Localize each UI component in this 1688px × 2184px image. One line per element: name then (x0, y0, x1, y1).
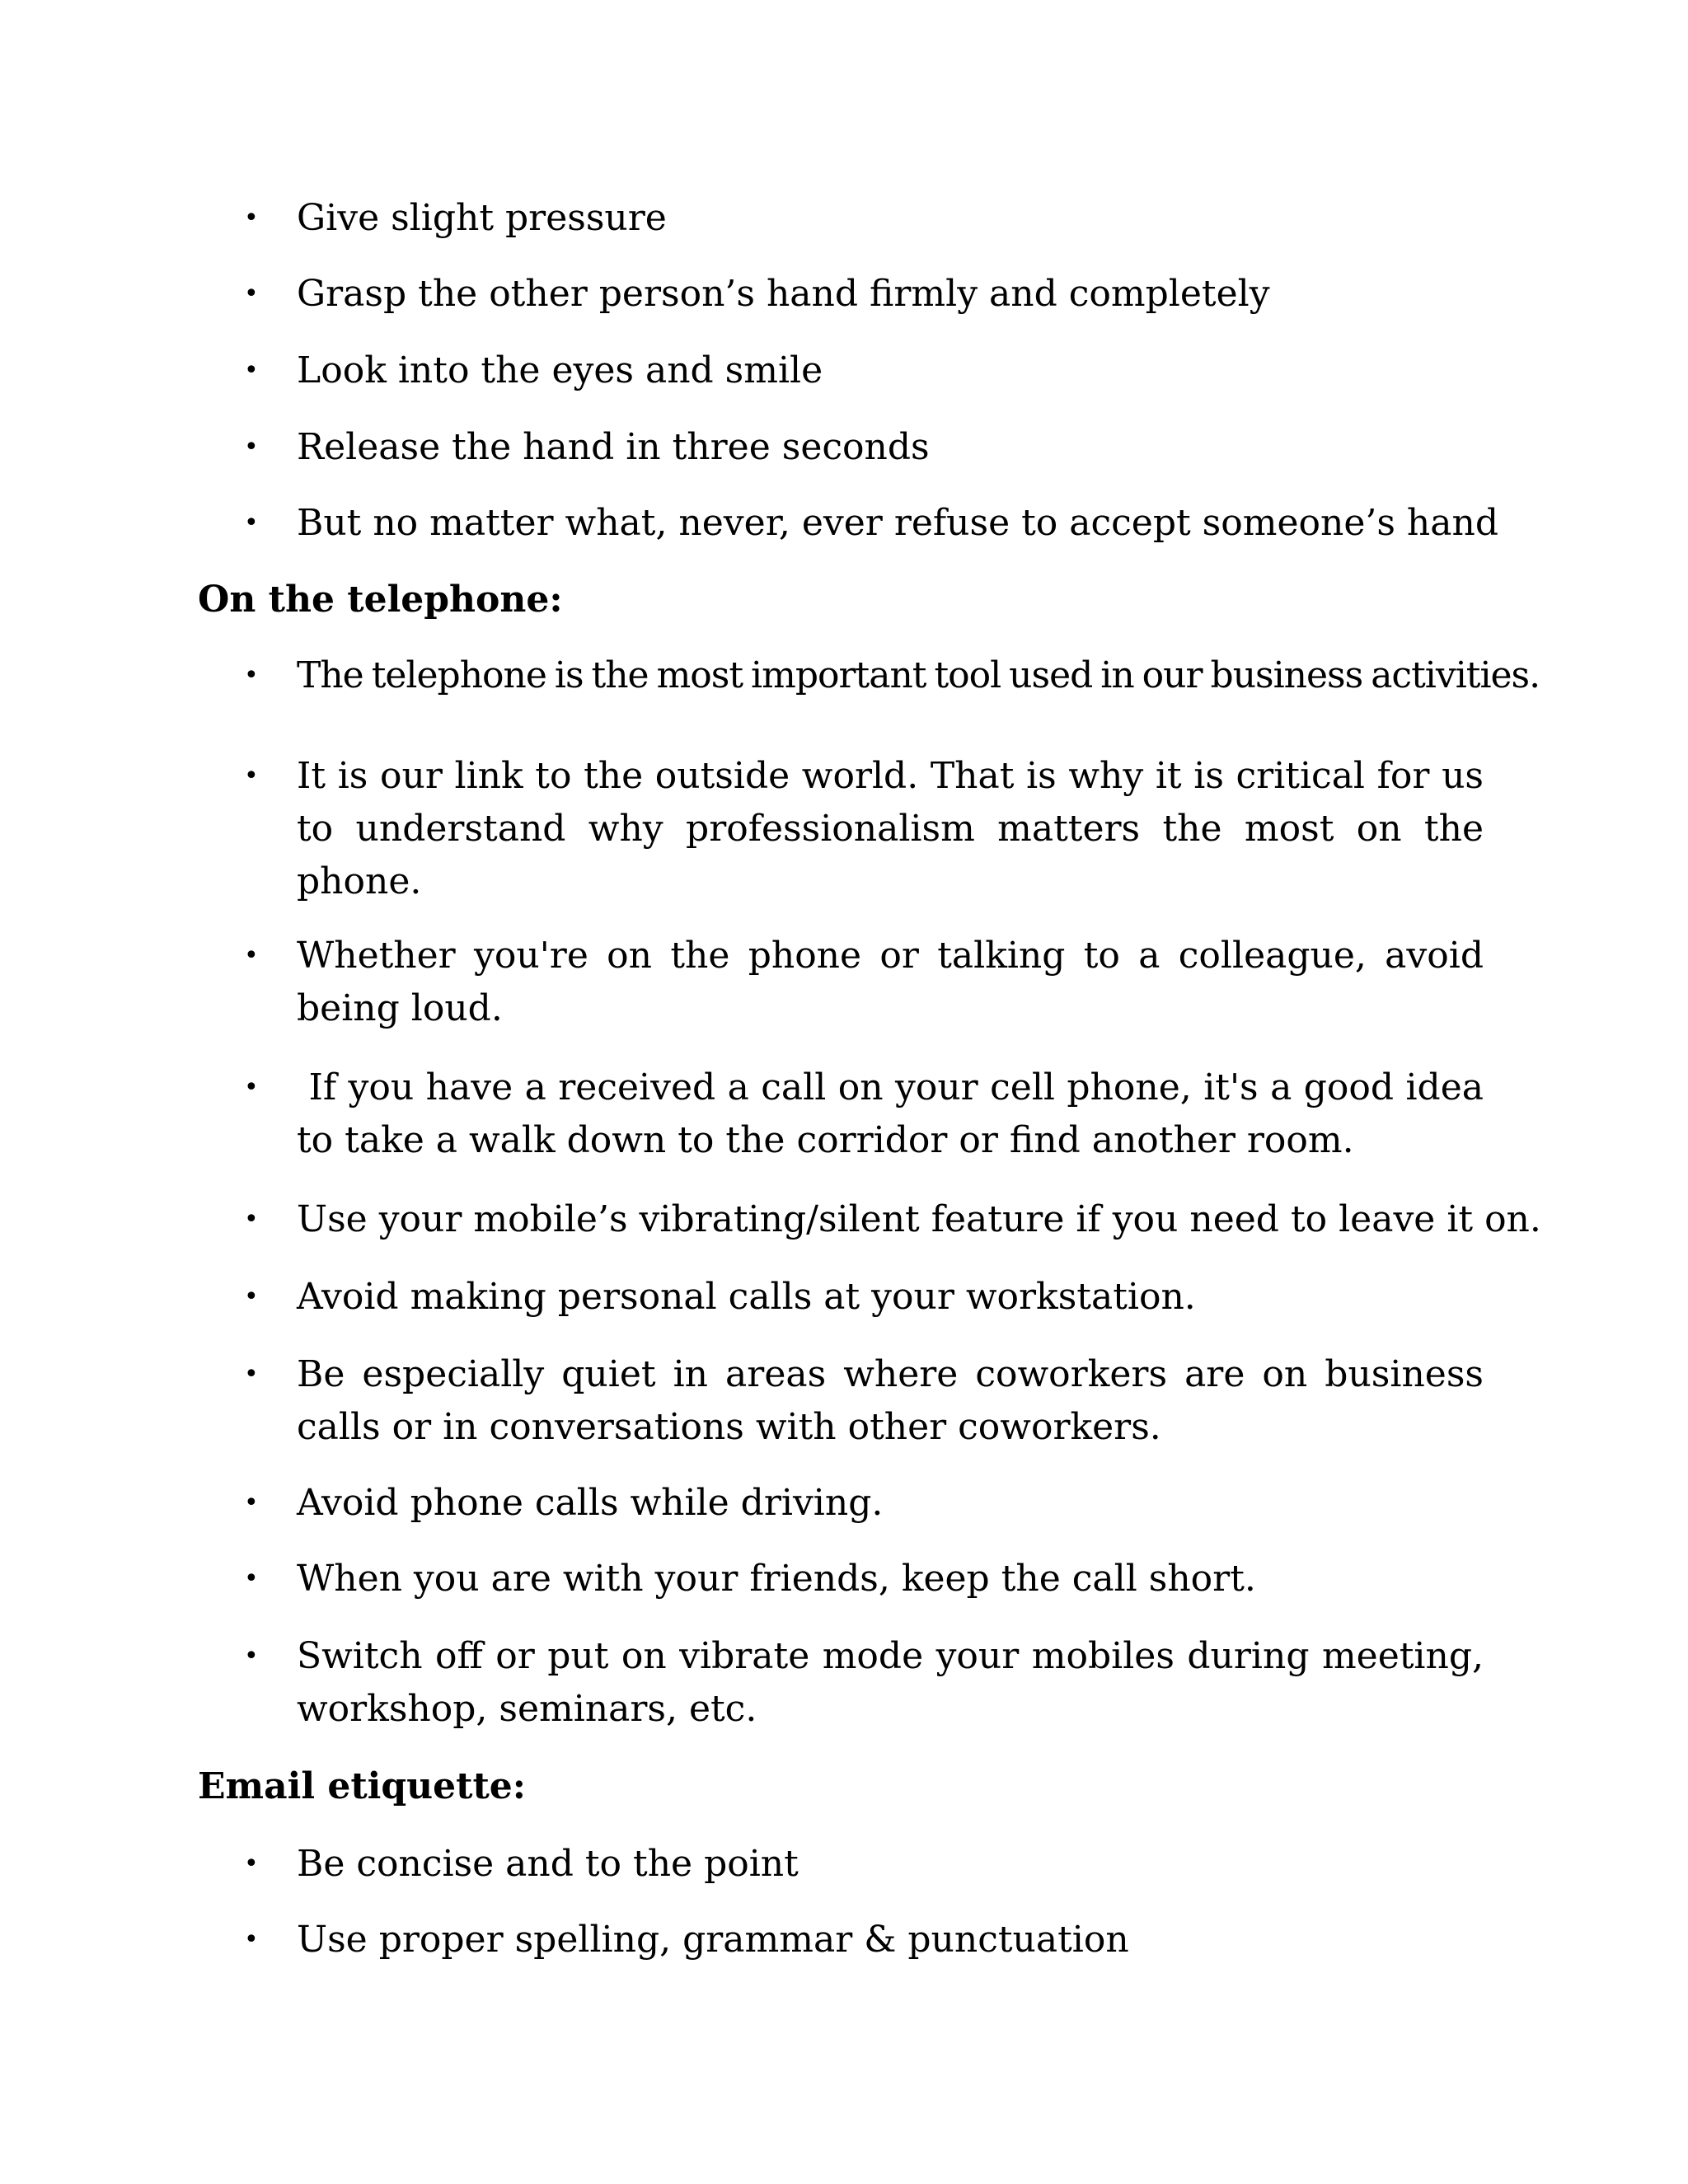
section-heading-telephone: On the telephone: (198, 579, 563, 621)
list-item-text: If you have a received a call on your cell phone, it's a good idea to take a walk down to the corridor or find another room. (297, 1066, 1495, 1161)
bullet-icon: • (244, 1282, 259, 1311)
list-item-text: The telephone is the most important tool used in our business activities. (297, 654, 1540, 696)
list-item-text: Be concise and to the point (297, 1843, 799, 1885)
bullet-icon: • (244, 1849, 259, 1878)
bullet-icon: • (244, 1073, 259, 1102)
list-item-text: Use your mobile’s vibrating/silent feature if you need to leave it on. (297, 1198, 1541, 1240)
bullet-icon: • (244, 661, 259, 690)
list-item-text: Grasp the other person’s hand firmly and completely (297, 273, 1270, 315)
bullet-icon: • (244, 356, 259, 385)
bullet-icon: • (244, 433, 259, 462)
bullet-icon: • (244, 1642, 259, 1671)
list-item-text: Be especially quiet in areas where coworkers are on business calls or in conversations with other coworkers. (297, 1353, 1484, 1448)
bullet-icon: • (244, 279, 259, 308)
bullet-icon: • (244, 1925, 259, 1954)
bullet-icon: • (244, 509, 259, 537)
list-item-text: Avoid phone calls while driving. (297, 1482, 884, 1524)
list-item-text: Switch off or put on vibrate mode your mobiles during meeting, workshop, seminars, etc. (297, 1635, 1484, 1730)
section-heading-email: Email etiquette: (198, 1765, 527, 1807)
list-item-text: But no matter what, never, ever refuse to accept someone’s hand (297, 502, 1498, 544)
bullet-icon: • (244, 941, 259, 970)
bullet-icon: • (244, 1205, 259, 1234)
list-item-text: Avoid making personal calls at your workstation. (297, 1276, 1196, 1318)
bullet-icon: • (244, 1564, 259, 1593)
bullet-icon: • (244, 204, 259, 232)
bullet-icon: • (244, 762, 259, 790)
list-item-text: It is our link to the outside world. That is why it is critical for us to understand why professionalism matters the most on the phone. (297, 755, 1484, 902)
list-item-text: Whether you're on the phone or talking to a colleague, avoid being loud. (297, 935, 1484, 1029)
list-item-text: Give slight pressure (297, 197, 667, 239)
list-item-text: Look into the eyes and smile (297, 349, 823, 391)
bullet-icon: • (244, 1488, 259, 1517)
list-item-text: Use proper spelling, grammar & punctuation (297, 1919, 1129, 1961)
list-item-text: When you are with your friends, keep the call short. (297, 1558, 1256, 1600)
bullet-icon: • (244, 1360, 259, 1389)
list-item-text: Release the hand in three seconds (297, 426, 930, 468)
